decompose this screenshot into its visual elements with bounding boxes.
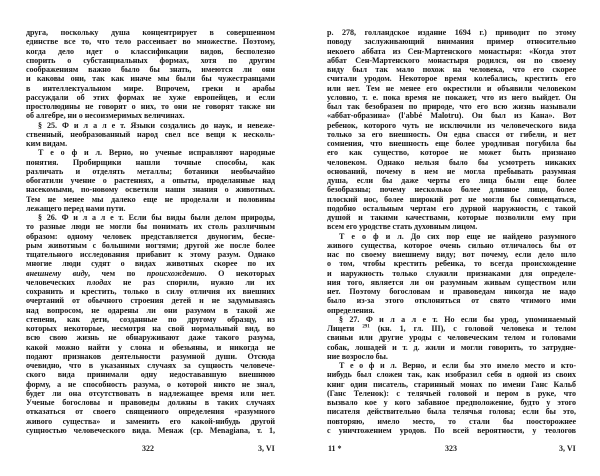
text-line <box>26 278 275 287</box>
text-line: в интеллектуальном мире. Впрочем, греки и арабы <box>26 83 275 93</box>
text-line: над вопросом, не одарены ли они разумом в такой же <box>26 305 275 315</box>
left-page-number: 322 <box>142 444 154 453</box>
text-line: рым животным с большими ногтями; другой же после более <box>26 240 275 250</box>
text-line: нет. Поэтому богословам и правоведам никогда не надо <box>327 287 576 296</box>
text-line: вызвало кое у кого забавное предположение, будто у этого <box>327 398 576 407</box>
text-line: р. 278, голландское издание 1694 г.) приводит по этому <box>327 28 576 37</box>
text-line: образом: одному человек представляется двуногим, бесне- <box>26 231 275 241</box>
text-line: когда дело идет о классификации видов, бесполезно <box>26 46 275 56</box>
text-line: всем его уродстве стать духовным лицом. <box>327 222 478 232</box>
text-segment: человеческих <box>26 277 87 287</box>
text-line: виду был так мало похож на человека, что его скорее <box>327 65 576 74</box>
text-line: различать и отделять металлы; ботаники необычайно <box>26 166 275 176</box>
text-line: нас по своему внешнему виду; вот почему, если дело шло <box>327 250 576 259</box>
right-page-text <box>327 28 576 435</box>
text-line: очевидно, что в указанных случаях за сущность человече- <box>26 361 275 370</box>
text-line: «аббат-образина» (l'abbé Malotru). Он был из Кана». Вот <box>327 111 576 121</box>
text-line: друга, поскольку душа концентрирует в совершенном <box>26 28 275 37</box>
text-line: подобно остальным чертам его дурной наружности, с такой <box>327 203 576 213</box>
text-line: человеком. Однако нельзя было бы усмотреть никаких <box>327 157 576 167</box>
text-line: определения. <box>327 305 375 315</box>
text-line: которых некоторые, несмотря на свой нормальный вид, во <box>26 324 275 333</box>
text-line: понятия. Пробирщики нашли точные способы, как <box>26 157 275 167</box>
text-line: аббат Сен-Мартенского монастыря родился, он по своему <box>327 55 576 65</box>
text-line: (Ганс Теленок): с телячьей головой и пером в руке, что <box>327 388 576 398</box>
text-line: § 26. Ф и л а л е т. Если бы виды были делом природы, <box>38 213 275 222</box>
text-line: только за его внешность. Он едва спасся от гибели, и нет <box>327 129 576 139</box>
text-line: Т е о ф и л. Верно, но ученые исправляют народные <box>38 148 275 158</box>
text-line: сомнения, что внешность еще более уродливая погубила бы <box>327 139 576 148</box>
left-page-text <box>26 28 275 435</box>
text-line: всю свою жизнь не обнаруживают даже такого разума, <box>26 333 275 343</box>
text-line: отказаться от своего священного определения «разумного <box>26 407 275 417</box>
text-line: сохранить и крестить, только в силу отличия их внешних <box>26 287 275 296</box>
text-line: Тем не менее мы далеко еще не проделали и половины <box>26 194 275 204</box>
text-line: писателя действительно была телячья голова; если бы это, <box>327 407 576 417</box>
text-line: Ученые богословы и правоведы должны в таких случаях <box>26 398 275 407</box>
text-line: подают признаков деятельности разумной души. Отсюда <box>26 351 275 361</box>
text-line: ния того, является ли он разумным живым существом или <box>327 277 576 287</box>
text-line: Т е о ф и л. Верно, и если бы это имело место и кто- <box>339 361 576 370</box>
text-segment: , чем по <box>88 268 147 278</box>
text-line: соображениям важно было бы знать, имеются ли они <box>26 65 275 74</box>
text-segment: Лицети <box>327 324 363 333</box>
text-line: § 27. Ф и л а л е т. Но если бы урод, упоминаемый <box>339 314 576 324</box>
text-line: собак, лошадей и т. д. жили и могли говорить, то затрудне- <box>327 342 576 352</box>
text-line: повторяю, имело место, то стали бы поосторожнее <box>327 416 576 426</box>
text-line: нибудь был сложен так, как изобразил себя в одной из своих <box>327 370 576 380</box>
text-line: душа, если бы даже черты его лица были еще более <box>327 176 576 185</box>
text-line: ние возросло бы. <box>327 351 388 361</box>
text-line: и каковы они, так как иначе мы были бы чужестранцами <box>26 74 275 84</box>
text-line: поводу заслуживающий внимания пример относительно <box>327 37 576 47</box>
right-signature-mark: 3, VI <box>559 444 576 453</box>
text-line: простолюдины не говорят о них, то они не говорят также ни <box>26 102 275 111</box>
right-page-number: 323 <box>445 444 457 453</box>
text-line: какой можно найти у слона и обезьяны, и никогда не <box>26 342 275 352</box>
text-line: книг один писатель, старинный монах по имени Ганс Кальб <box>327 379 576 389</box>
text-line: ким видам. <box>26 139 68 148</box>
text-line: ственный, необразованный народ свел все вещи к несколь- <box>26 129 275 139</box>
text-line: считали уродом. Некоторое время колебались, крестить его <box>327 74 576 84</box>
text-segment: не раз спорили, нужно ли их <box>111 277 275 287</box>
footnote-reference: 291 <box>362 324 370 330</box>
text-line: было из-за этого отклоняться от свято чтимого ими <box>327 296 576 306</box>
text-line: степени, как дети, созданные по другому образцу, из <box>26 314 275 324</box>
text-line: плоский нос, более широкий рот не могли бы совмещаться, <box>327 194 576 204</box>
text-line: сущностью человеческого вида. Менаж (ср. Menagiana, т. 1, <box>26 425 275 435</box>
italic-text: плодах <box>86 277 112 287</box>
text-line: единстве все то, что тело рассеивает во множестве. Поэтому, <box>26 37 275 47</box>
text-line: живого существа, которое очень сильно отличалось бы от <box>327 240 576 250</box>
text-line <box>327 324 576 333</box>
text-line: и наружность только служили признаками для определе- <box>327 268 576 278</box>
text-line: лежащего перед нами пути. <box>26 203 126 213</box>
text-line: очертаний от обычного строения детей и не задумываясь <box>26 296 275 306</box>
italic-text: внешнему виду <box>26 268 89 278</box>
text-line <box>26 269 275 278</box>
text-line: рассуждали об этих формах не хуже европейцев, и если <box>26 92 275 102</box>
text-line: об алгебре, ни о несоизмеримых величинах. <box>26 111 185 121</box>
text-line: ского вида принимали одну недостававшую внешнюю <box>26 370 275 380</box>
left-signature-mark: 3, VI <box>258 444 275 453</box>
text-line: тщательного исследования прибавит к этому разум. Однако <box>26 250 275 259</box>
text-line: то разные люди не могли бы понимать их столь различным <box>26 222 275 232</box>
text-line: живого существа» и заменить его какой-нибудь другой <box>26 416 275 426</box>
text-line: безобразны; почему несколько более длинное лицо, более <box>327 185 576 195</box>
text-line: его как существо, которое не может быть признано <box>327 148 576 158</box>
text-line: § 25. Ф и л а л е т. Языки создались до наук, и невеже- <box>38 120 275 130</box>
italic-text: происхождению <box>146 268 205 278</box>
text-line: Т е о ф и л. До сих пор еще не найдено разумного <box>339 231 576 241</box>
right-sheet-mark: 11 * <box>328 444 342 453</box>
text-segment: . О некоторых <box>204 268 275 278</box>
text-line: условно, т. е. пока время не покажет, что из него выйдет. Он <box>327 92 576 102</box>
text-line: о том, чтобы крестить ребенка, то всегда происхождение <box>327 259 576 269</box>
text-line: ребенок, которого чуть не исключили из человеческого вида <box>327 120 576 130</box>
text-line: форму, а не способность разума, о которой никто не знал, <box>26 379 275 389</box>
text-line: с уничтожением уродов. По всей вероятности, у теологов <box>327 425 576 435</box>
text-line: душой и такими качествами, которые позволили ему при <box>327 213 576 222</box>
text-line: спорить о субстанциальных формах, хотя по другим <box>26 55 275 65</box>
text-line: многие люди судят о видах животных скорее по их <box>26 259 275 269</box>
text-line: был так безобразен по природе, что его всю жизнь называли <box>327 102 576 111</box>
text-line: будет ли она отсутствовать в надлежащее время или нет. <box>26 388 275 398</box>
text-line: некоего аббата из Сен-Мартенского монастыря: «Когда этот <box>327 46 576 56</box>
text-segment: (кн. 1, гл. III), с головой человека и телом <box>369 324 576 333</box>
text-line: или нет. Тем не менее его окрестили и объявили человеком <box>327 83 576 93</box>
text-line: свиньи или другие уроды с человеческим телом и головами <box>327 333 576 343</box>
text-line: оснований, почему в нем не могла пребывать разумная <box>327 166 576 176</box>
text-line: обогатили учение о растениях, а опыты, проделанные над <box>26 176 275 185</box>
text-line: насекомыми, по-новому осветили наши знания о животных. <box>26 185 275 195</box>
